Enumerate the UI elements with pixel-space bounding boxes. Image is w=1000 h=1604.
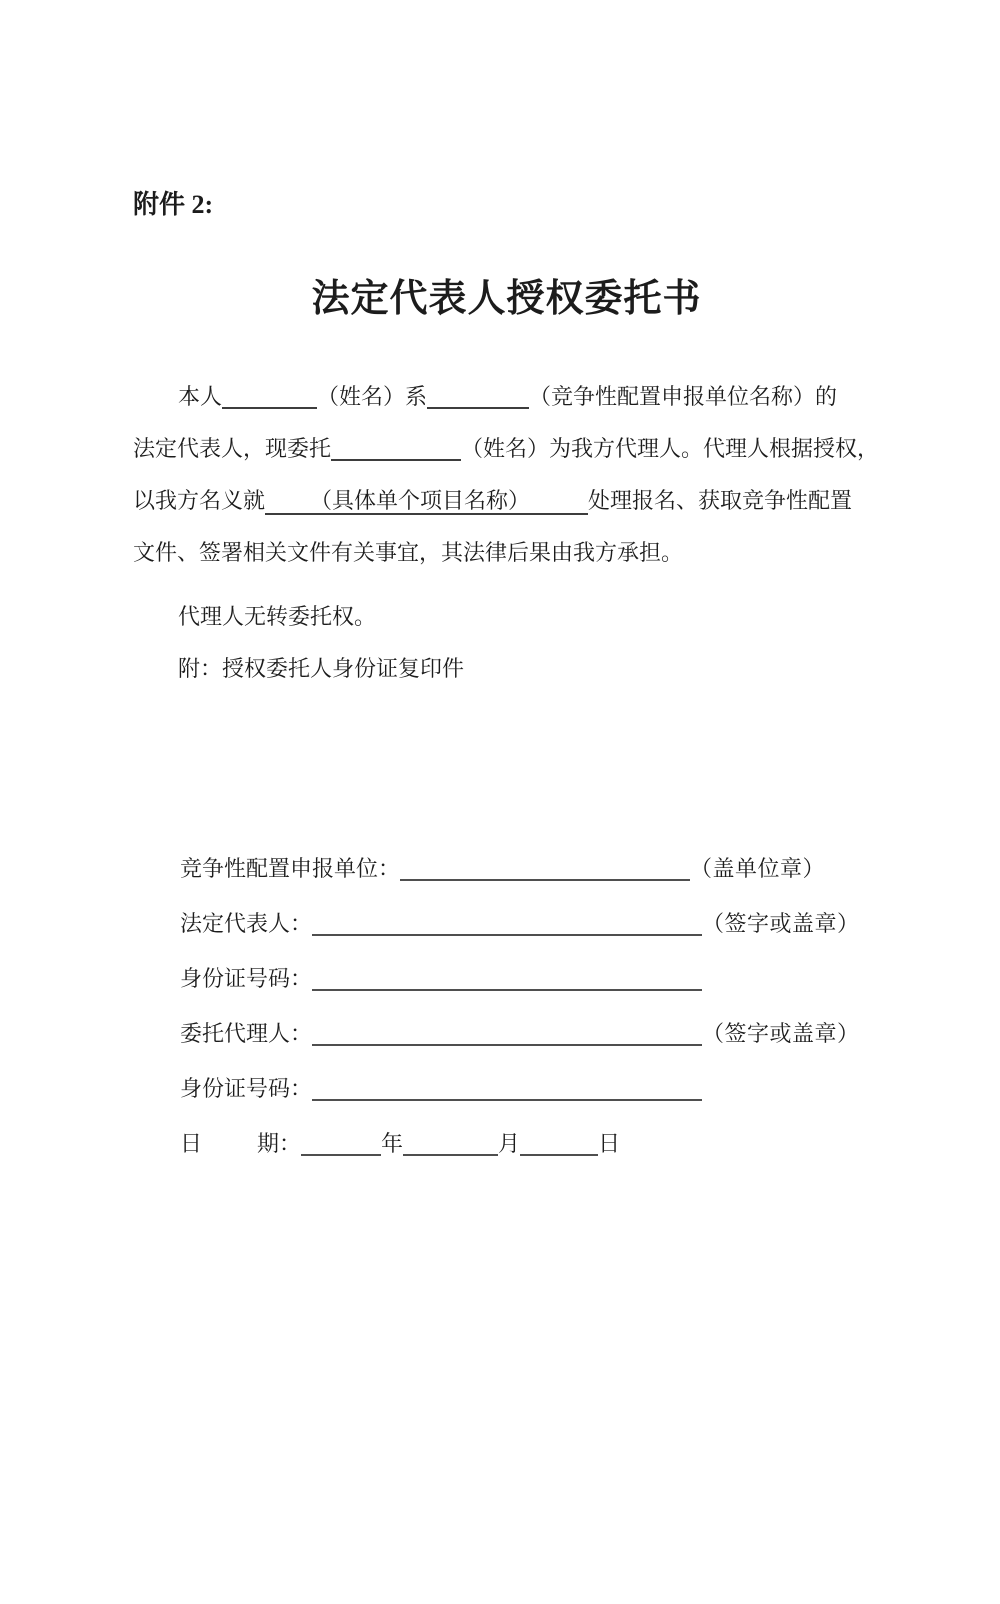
body-paragraph xyxy=(133,371,880,579)
day-label: 日 xyxy=(598,1131,621,1156)
note-text: 附：授权委托人身份证复印件 xyxy=(178,656,465,681)
unit-signature-line xyxy=(400,853,690,881)
notes-block xyxy=(133,591,880,695)
note-attachment xyxy=(133,643,880,695)
form-row-label: 竞争性配置申报单位： xyxy=(180,856,401,881)
month-label: 月 xyxy=(498,1131,521,1156)
note-no-transfer xyxy=(133,591,880,643)
paragraph-line-2 xyxy=(133,423,880,475)
seal-hint: （盖单位章） xyxy=(690,856,826,881)
project-name-blank-group xyxy=(265,488,588,515)
date-label-qi: 期： xyxy=(257,1131,302,1156)
text-segment: 本人 xyxy=(178,384,223,409)
unit-name-blank-line xyxy=(427,381,529,409)
id-number-line xyxy=(312,1073,702,1101)
text-segment: 文件、签署相关文件有关事宜，其法律后果由我方承担。 xyxy=(133,540,684,565)
form-row-id-number-2 xyxy=(180,1061,880,1116)
sign-or-seal-hint: （签字或盖章） xyxy=(702,1021,860,1046)
form-row-date xyxy=(180,1116,880,1171)
text-segment: （姓名）为我方代理人。代理人根据授权， xyxy=(461,436,880,461)
text-segment: 处理报名、获取竞争性配置 xyxy=(588,488,853,513)
form-row-entrusted-agent xyxy=(180,1006,880,1061)
project-name-placeholder: （具体单个项目名称） xyxy=(310,488,531,513)
agent-signature-line xyxy=(312,1018,702,1046)
page-title: 法定代表人授权委托书 xyxy=(311,278,702,320)
text-segment: 法定代表人，现委托 xyxy=(133,436,332,461)
id-number-line xyxy=(312,963,702,991)
year-blank-line xyxy=(301,1128,381,1156)
document-page xyxy=(0,190,1000,1604)
form-row-unit xyxy=(180,841,880,896)
text-segment: 以我方名义就 xyxy=(133,488,266,513)
legal-representative-signature-line xyxy=(312,908,702,936)
signature-form xyxy=(133,841,880,1171)
form-row-legal-representative xyxy=(180,896,880,951)
name-blank-line xyxy=(222,381,317,409)
date-label-ri: 日 xyxy=(180,1131,203,1156)
text-segment: （竞争性配置申报单位名称）的 xyxy=(529,384,838,409)
paragraph-line-4 xyxy=(133,527,880,579)
paragraph-line-1 xyxy=(133,371,880,423)
agent-name-blank-line xyxy=(331,433,461,461)
note-text: 代理人无转委托权。 xyxy=(178,604,377,629)
form-row-label: 法定代表人： xyxy=(180,911,313,936)
day-blank-line xyxy=(520,1128,598,1156)
sign-or-seal-hint: （签字或盖章） xyxy=(702,911,860,936)
attachment-label: 附件 2: xyxy=(133,190,214,219)
form-row-id-number-1 xyxy=(180,951,880,1006)
month-blank-line xyxy=(403,1128,498,1156)
year-label: 年 xyxy=(381,1131,404,1156)
form-row-label: 身份证号码： xyxy=(180,1076,313,1101)
text-segment: （姓名）系 xyxy=(317,384,428,409)
form-row-label: 委托代理人： xyxy=(180,1021,313,1046)
paragraph-line-3 xyxy=(133,475,880,527)
form-row-label: 身份证号码： xyxy=(180,966,313,991)
